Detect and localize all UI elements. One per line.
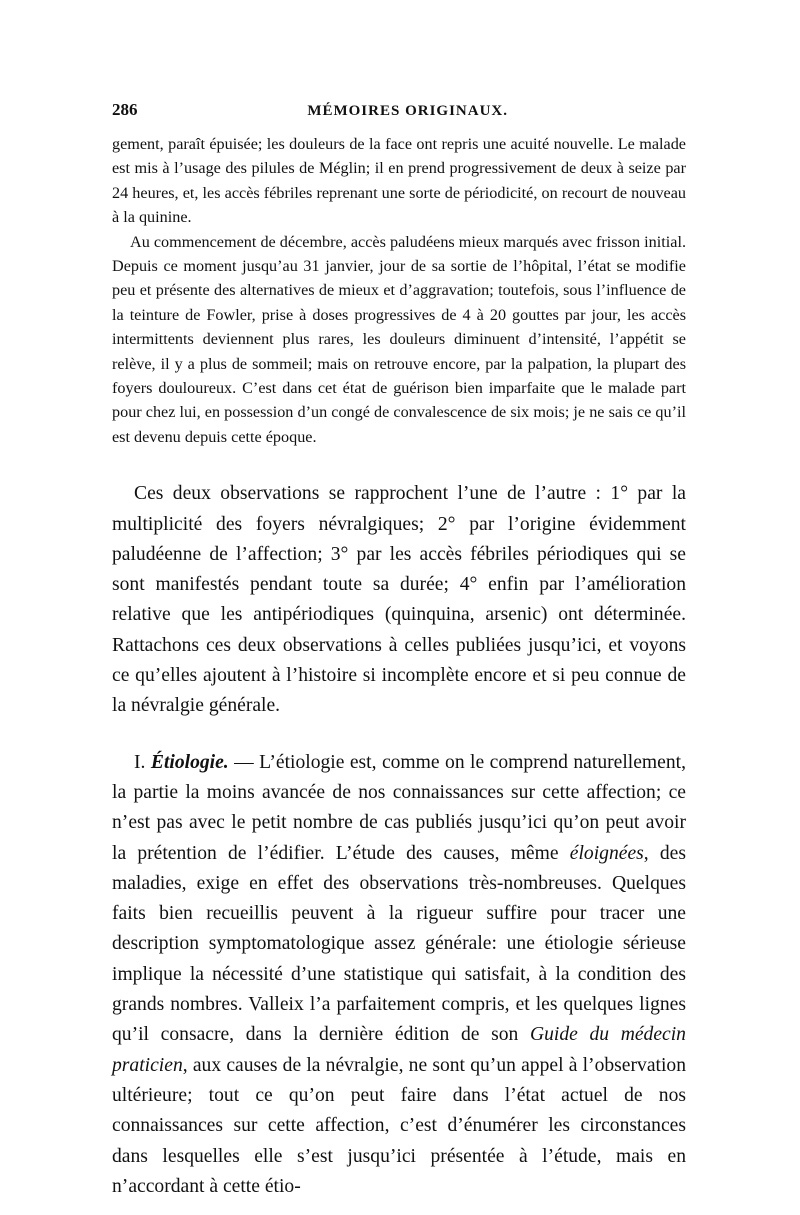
section-heading: Étiologie. [150,751,229,773]
main-text [112,479,686,1202]
page-number: 286 [112,100,138,119]
etiology-paragraph [112,748,686,1202]
section-number: I. [134,751,146,773]
emphasized-word: éloignées [569,842,644,864]
etiology-text-part: , des maladies, exige en effet des observations très-nombreuses. Quelques faits bien recueillis peuvent à la rigueur suffire pour tracer une description symptomatologique assez générale: une étiologie sérieuse implique la nécessité d’une statistique qui satisfait, à la condition des grands nombres. Valleix l’a parfaitement compris, et les quelques lignes qu’il consacre, dans la dernière édition de son [112,842,687,1046]
summary-paragraph: Ces deux observations se rapprochent l’une de l’autre : 1° par la multiplicité des foyers névralgiques; 2° par l’origine évidemment paludéenne de l’affection; 3° par les accès fébriles périodiques qui se sont manifestés pendant toute sa durée; 4° enfin par l’amélioration relative que les antipériodiques (quinquina, arsenic) ont déterminée. Rattachons ces deux observations à celles publiées jusqu’ici, et voyons ce qu’elles ajoutent à l’histoire si incomplète encore et si peu connue de la névralgie générale. [112,483,686,717]
etiology-text-part: L’étiologie est, comme on le comprend naturellement, la partie la moins avancée de nos connaissances sur cette affection; ce n’est pas avec le petit nombre de cas publiés jusqu’ici qu’on peut avoir la prétention de l’édifier. L’étude des causes, même [112,751,687,864]
book-title: Guide du médecin praticien [112,1024,686,1076]
running-title: MÉMOIRES ORIGINAUX. [307,103,508,119]
etiology-text-part: , aux causes de la névralgie, ne sont qu’un appel à l’observation ultérieure; tout ce qu’on peut faire dans l’état actuel de nos connaissances sur cette affection, c’est d’énumérer les circonstances dans lesquelles elle s’est jusqu’ici présentée à l’étude, mais en n’accordant à cette étio- [112,1054,686,1197]
observation-paragraph: Au commencement de décembre, accès paludéens mieux marqués avec frisson initial. Depuis ce moment jusqu’au 31 janvier, jour de sa sortie de l’hôpital, l’état se modifie peu et présente des alternatives de mieux et d’aggravation; toutefois, sous l’influence de la teinture de Fowler, prise à doses progressives de 4 à 20 gouttes par jour, les accès intermittents deviennent plus rares, les douleurs diminuent d’intensité, l’appétit se relève, il y a plus de sommeil; mais on retrouve encore, par la palpation, la plupart des foyers douloureux. C’est dans cet état de guérison bien imparfaite que le malade part pour chez lui, en possession d’un congé de convalescence de six mois; je ne sais ce qu’il est devenu depuis cette époque. [112,232,686,446]
heading-dash: — [228,751,260,773]
observation-text [112,132,686,449]
observation-paragraph: gement, paraît épuisée; les douleurs de la face ont repris une acuité nouvelle. Le malade est mis à l’usage des pilules de Méglin; il en prend progressivement de deux à seize par 24 heures, et, les accès fébriles reprenant une sorte de périodicité, on recourt de nouveau à la quinine. [112,135,686,227]
page-header [112,100,686,128]
book-page [112,100,686,1202]
